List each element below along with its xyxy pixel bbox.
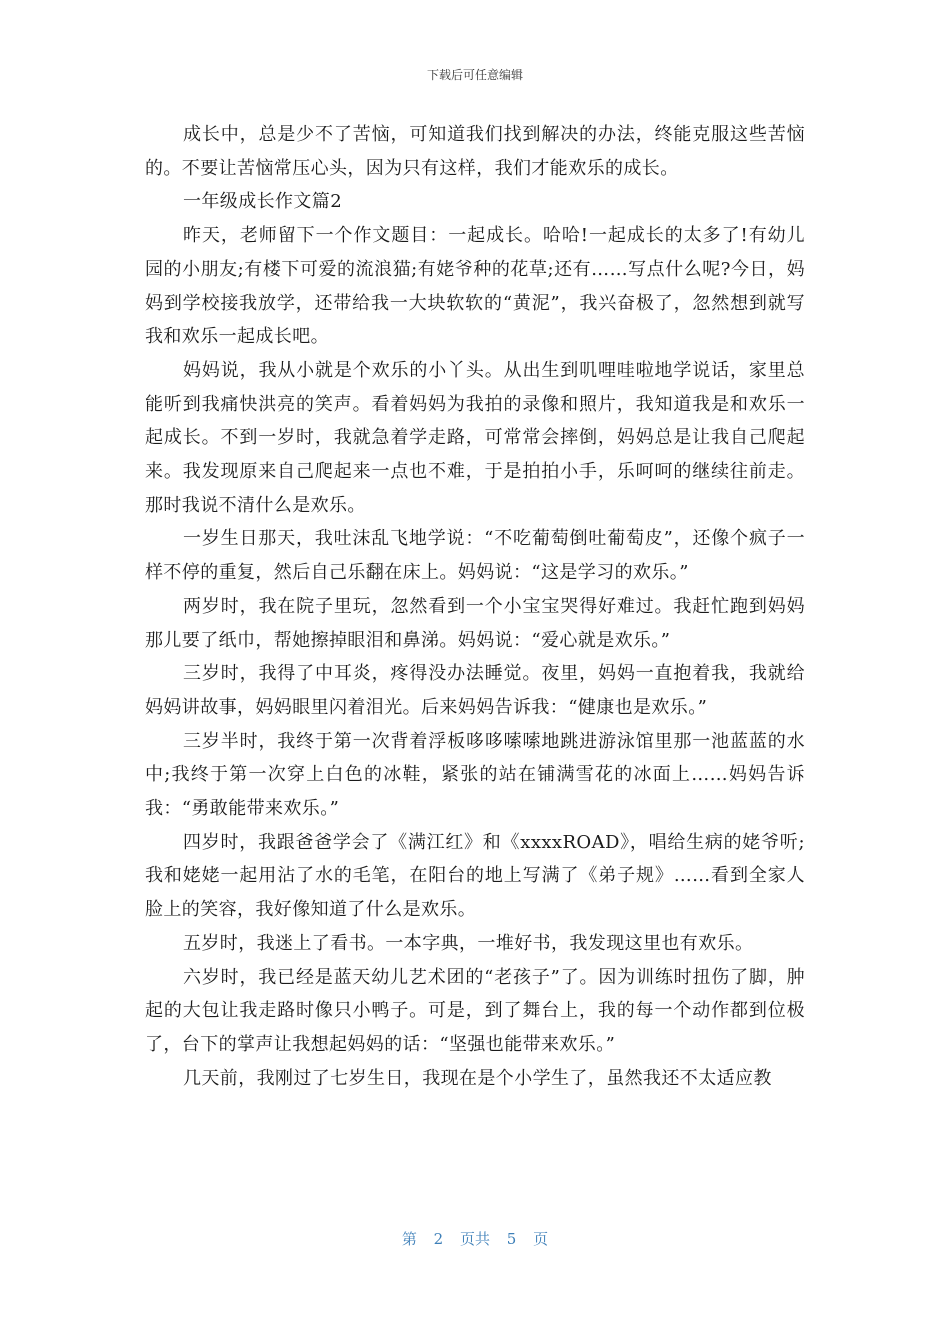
document-body [145,118,805,1095]
paragraph: 几天前，我刚过了七岁生日，我现在是个小学生了，虽然我还不太适应教 [183,1067,772,1089]
section-heading: 一年级成长作文篇2 [183,191,343,213]
paragraph: 三岁时，我得了中耳炎，疼得没办法睡觉。夜里，妈妈一直抱着我，我就给妈妈讲故事，妈妈眼里闪着泪光。后来妈妈告诉我：“健康也是欢乐。” [145,663,805,718]
page-footer: 第 2 页共 5 页 [401,1230,549,1248]
paragraph: 昨天，老师留下一个作文题目：一起成长。哈哈!一起成长的太多了!有幼儿园的小朋友;有楼下可爱的流浪猫;有姥爷种的花草;还有……写点什么呢?今日，妈妈到学校接我放学，还带给我一大块软软的“黄泥”，我兴奋极了，忽然想到就写我和欢乐一起成长吧。 [145,225,805,348]
paragraph: 六岁时，我已经是蓝天幼儿艺术团的“老孩子”了。因为训练时扭伤了脚，肿起的大包让我走路时像只小鸭子。可是，到了舞台上，我的每一个动作都到位极了，台下的掌声让我想起妈妈的话：“坚强也能带来欢乐。” [145,966,805,1055]
paragraph: 五岁时，我迷上了看书。一本字典，一堆好书，我发现这里也有欢乐。 [183,932,754,954]
paragraph: 一岁生日那天，我吐沫乱飞地学说：“不吃葡萄倒吐葡萄皮”，还像个疯子一样不停的重复，然后自己乐翻在床上。妈妈说：“这是学习的欢乐。” [145,528,805,584]
paragraph: 三岁半时，我终于第一次背着浮板哆哆嗦嗦地跳进游泳馆里那一池蓝蓝的水中;我终于第一次穿上白色的冰鞋，紧张的站在铺满雪花的冰面上……妈妈告诉我：“勇敢能带来欢乐。” [145,730,805,820]
paragraph: 两岁时，我在院子里玩，忽然看到一个小宝宝哭得好难过。我赶忙跑到妈妈那儿要了纸巾，帮她擦掉眼泪和鼻涕。妈妈说：“爱心就是欢乐。” [145,595,805,651]
paragraph: 四岁时，我跟爸爸学会了《满江红》和《xxxxROAD》，唱给生病的姥爷听;我和姥姥一起用沾了水的毛笔，在阳台的地上写满了《弟子规》……看到全家人脸上的笑容，我好像知道了什么是欢乐。 [145,831,805,921]
paragraph: 成长中，总是少不了苦恼，可知道我们找到解决的办法，终能克服这些苦恼的。不要让苦恼常压心头，因为只有这样，我们才能欢乐的成长。 [145,124,805,179]
page-header: 下载后可任意编辑 [426,68,523,82]
paragraph: 妈妈说，我从小就是个欢乐的小丫头。从出生到叽哩哇啦地学说话，家里总能听到我痛快洪亮的笑声。看着妈妈为我拍的录像和照片，我知道我是和欢乐一起成长。不到一岁时，我就急着学走路，可常常会摔倒，妈妈总是让我自己爬起来。我发现原来自己爬起来一点也不难，于是拍拍小手，乐呵呵的继续往前走。那时我说不清什么是欢乐。 [145,359,805,516]
